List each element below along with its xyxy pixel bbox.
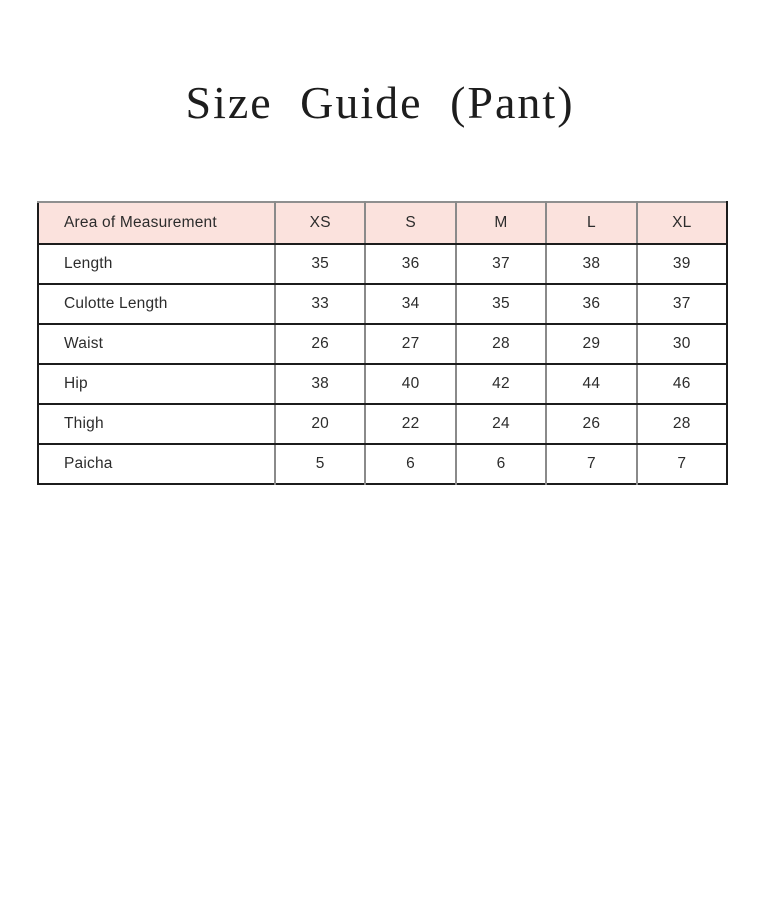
- column-header-area-of-measurement: Area of Measurement: [38, 202, 275, 244]
- table-cell: 34: [365, 284, 455, 324]
- table-header-row: [38, 202, 727, 244]
- row-label: Length: [38, 244, 275, 284]
- column-header-l: L: [546, 202, 636, 244]
- table-cell: 6: [365, 444, 455, 484]
- table-cell: 36: [365, 244, 455, 284]
- table-row-length: [38, 244, 727, 284]
- size-guide-table: [37, 201, 728, 485]
- table-row-waist: [38, 324, 727, 364]
- table-cell: 33: [275, 284, 365, 324]
- page-title: Size Guide (Pant): [185, 77, 575, 128]
- table-cell: 35: [456, 284, 546, 324]
- table-cell: 28: [456, 324, 546, 364]
- table-cell: 44: [546, 364, 636, 404]
- table-row-hip: [38, 364, 727, 404]
- table-cell: 40: [365, 364, 455, 404]
- table-row-thigh: [38, 404, 727, 444]
- row-label: Paicha: [38, 444, 275, 484]
- table-cell: 28: [637, 404, 727, 444]
- table-row-culotte-length: [38, 284, 727, 324]
- table-cell: 26: [546, 404, 636, 444]
- table-cell: 30: [637, 324, 727, 364]
- table-cell: 20: [275, 404, 365, 444]
- column-header-xl: XL: [637, 202, 727, 244]
- row-label: Thigh: [38, 404, 275, 444]
- table-cell: 29: [546, 324, 636, 364]
- column-header-s: S: [365, 202, 455, 244]
- table-cell: 38: [275, 364, 365, 404]
- table-cell: 26: [275, 324, 365, 364]
- column-header-xs: XS: [275, 202, 365, 244]
- table-cell: 42: [456, 364, 546, 404]
- table-cell: 22: [365, 404, 455, 444]
- row-label: Culotte Length: [38, 284, 275, 324]
- row-label: Hip: [38, 364, 275, 404]
- table-cell: 27: [365, 324, 455, 364]
- table-cell: 24: [456, 404, 546, 444]
- column-header-m: M: [456, 202, 546, 244]
- table-cell: 38: [546, 244, 636, 284]
- table-cell: 37: [456, 244, 546, 284]
- table-cell: 7: [546, 444, 636, 484]
- row-label: Waist: [38, 324, 275, 364]
- table-cell: 36: [546, 284, 636, 324]
- table-cell: 37: [637, 284, 727, 324]
- table-cell: 46: [637, 364, 727, 404]
- table-cell: 39: [637, 244, 727, 284]
- table-cell: 35: [275, 244, 365, 284]
- table-row-paicha: [38, 444, 727, 484]
- table-cell: 7: [637, 444, 727, 484]
- table-cell: 5: [275, 444, 365, 484]
- size-guide-page: [0, 76, 760, 907]
- table-cell: 6: [456, 444, 546, 484]
